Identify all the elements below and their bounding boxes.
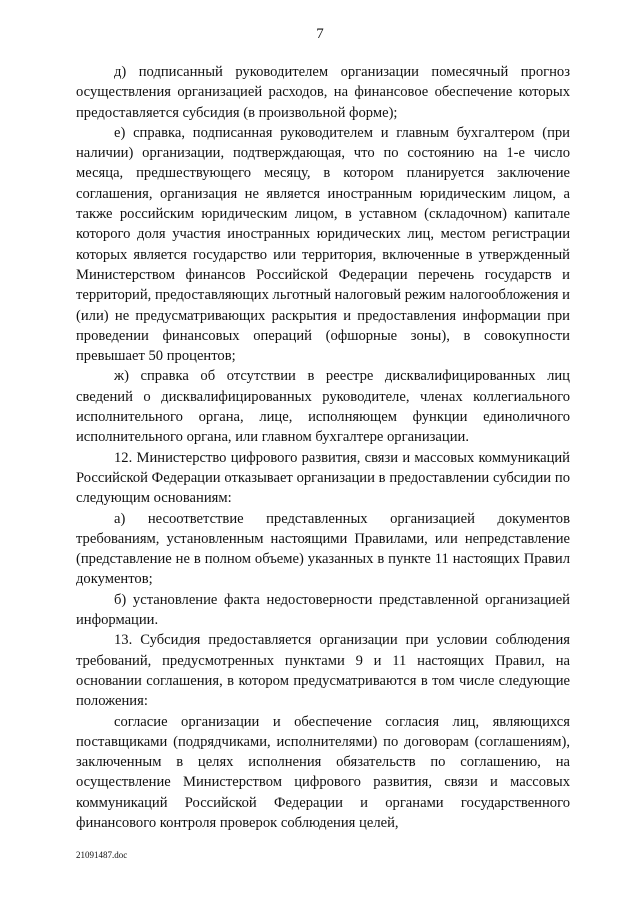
clause-12: 12. Министерство цифрового развития, связи и массовых коммуникаций Российской Федерации отказывает организации в предоставлении субсидии по следующим основаниям: xyxy=(76,449,570,507)
clause-13: 13. Субсидия предоставляется организации при условии соблюдения требований, предусмотренных пунктами 9 и 11 настоящих Правил, на основании соглашения, в котором предусматриваются в том числе следующие положения: xyxy=(76,632,570,710)
document-body xyxy=(76,62,570,833)
clause-13-consent: согласие организации и обеспечение согласия лиц, являющихся поставщиками (подрядчиками, исполнителями) по договорам (соглашениям), заключенным в целях исполнения обязательств по соглашению, на осуществление Министерством цифрового развития, связи и массовых коммуникаций Российской Федерации и органами государственного финансового контроля проверок соблюдения целей, xyxy=(76,713,570,831)
paragraph-d: д) подписанный руководителем организации помесячный прогноз осуществления организацией расходов, на финансовое обеспечение которых предоставляется субсидия (в произвольной форме); xyxy=(76,64,570,121)
document-file-code: 21091487.doc xyxy=(76,850,128,860)
page-number: 7 xyxy=(316,26,324,42)
paragraph-e: е) справка, подписанная руководителем и главным бухгалтером (при наличии) организации, подтверждающая, что по состоянию на 1-е число месяца, предшествующего месяцу, в котором планируется заключение соглашения, организация не является иностранным юридическим лицом, а также российским юридическим лицом, в уставном (складочном) капитале которого доля участия иностранных юридических лиц, местом регистрации которых является государство или территория, включенные в утвержденный Министерством финансов Российской Федерации перечень государств и территорий, предоставляющих льготный налоговый режим налогообложения и (или) не предусматривающих раскрытия и предоставления информации при проведении финансовых операций (офшорные зоны), в совокупности превышает 50 процентов; xyxy=(76,124,570,365)
clause-12-item-a: а) несоответствие представленных организацией документов требованиям, установленным настоящими Правилами, или непредставление (представление не в полном объеме) указанных в пункте 11 настоящих Правил документов; xyxy=(76,510,570,588)
paragraph-zh: ж) справка об отсутствии в реестре дисквалифицированных лиц сведений о дисквалифицированных руководителе, членах коллегиального исполнительного органа, лице, исполняющем функции единоличного исполнительного органа, или главном бухгалтере организации. xyxy=(76,368,570,446)
clause-12-item-b: б) установление факта недостоверности представленной организацией информации. xyxy=(76,591,570,629)
